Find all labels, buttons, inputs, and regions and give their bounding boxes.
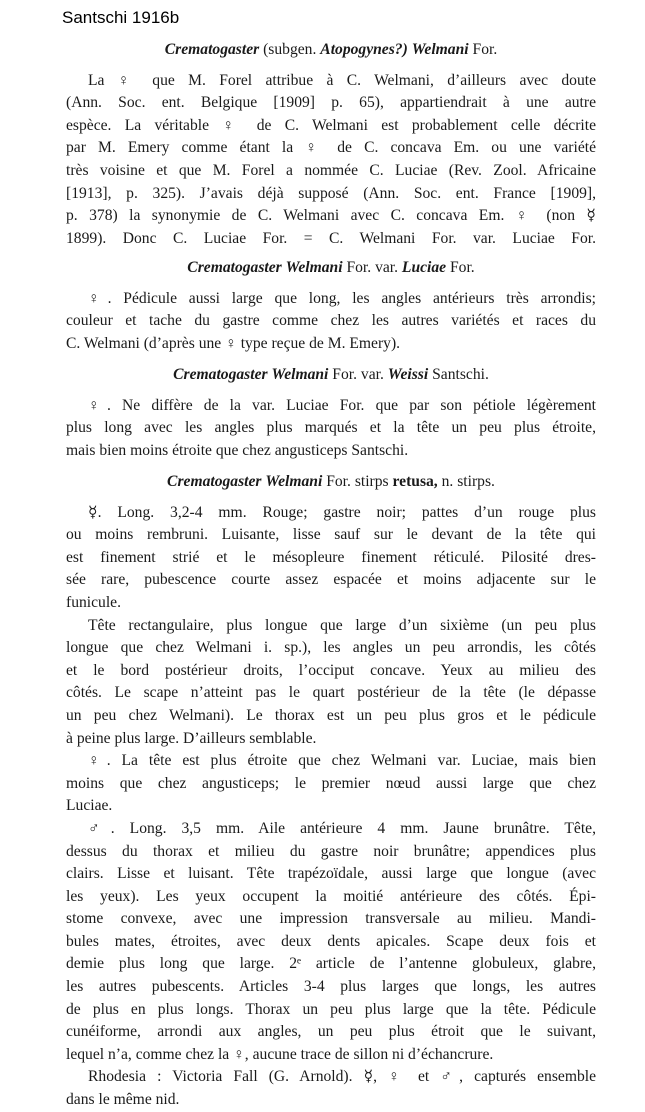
paragraph	[66, 502, 596, 615]
section-welmani	[66, 39, 596, 250]
text-line: ♂. Long. 3,5 mm. Aile antérieure 4 mm. Jaune brunâtre. Tête,	[88, 819, 596, 837]
taxon-name: Atopogynes?)	[320, 41, 408, 58]
heading-word: For.	[346, 259, 372, 276]
taxon-name: Weissi	[387, 366, 429, 383]
paragraph	[66, 1066, 596, 1111]
text-line: un peu chez Welmani). Le thorax est un peu plus gros et le pédicule	[66, 706, 596, 724]
text-line: et le bord postérieur droits, l’occiput concave. Yeux au milieu des	[66, 661, 596, 679]
text-line: Luciae.	[66, 797, 113, 815]
section-weissi	[66, 364, 596, 462]
page-label: Santschi 1916b	[62, 8, 180, 27]
paragraph	[66, 395, 596, 463]
heading-word: stirps	[354, 473, 389, 490]
text-line: de plus en plus longs. Thorax un peu plus large que la tête. Pédicule	[66, 1000, 596, 1018]
text-line: moins que chez angusticeps; le premier nœud aussi large que chez	[66, 774, 596, 792]
heading-word: For.	[450, 259, 475, 276]
text-line: clairs. Lisse et luisant. Tête trapézoïdale, aussi large que longue (avec	[66, 865, 596, 883]
text-line: Rhodesia : Victoria Fall (G. Arnold). ☿, ♀ et ♂, capturés ensemble	[88, 1068, 596, 1086]
paragraph	[66, 750, 596, 818]
text-line: côtés. Le scape n’atteint pas le quart postérieur de la tête (le dépasse	[66, 684, 596, 702]
taxon-name: Crematogaster	[167, 473, 262, 490]
section-luciae	[66, 257, 596, 355]
text-line: dessus du thorax et milieu du gastre noir brunâtre; appendices plus	[66, 842, 596, 860]
text-line: ☿. Long. 3,2-4 mm. Rouge; gastre noir; pattes d’un rouge plus	[88, 503, 596, 521]
text-line: ou moins rembruni. Luisante, lisse sauf sur le devant de la tête qui	[66, 526, 596, 544]
text-line: ♀. Ne diffère de la var. Luciae For. que par son pétiole légèrement	[88, 396, 596, 414]
text-line: stome convexe, avec une impression transversale au milieu. Mandi-	[66, 910, 596, 928]
paragraph	[66, 615, 596, 751]
section-heading	[66, 39, 596, 62]
taxon-name: Luciae	[401, 259, 447, 276]
text-line: les yeux). Les yeux occupent la moitié antérieure des côtés. Épi-	[66, 887, 596, 905]
paragraph	[66, 288, 596, 356]
taxon-name: Welmani	[271, 366, 329, 383]
section-heading	[66, 471, 596, 494]
text-line: p. 378) la synonymie de C. Welmani avec C. concava Em. ♀ (non ☿	[66, 207, 596, 225]
text-line: [1913], p. 325). J’avais déjà supposé (Ann. Soc. ent. France [1909],	[66, 184, 596, 202]
section-heading	[66, 257, 596, 280]
text-line: cunéiforme, arrondi aux angles, un peu plus étroit que le suivant,	[66, 1023, 596, 1041]
section-retusa	[66, 471, 596, 1112]
heading-word: n.	[441, 473, 454, 490]
text-line: C. Welmani (d’après une ♀ type reçue de M. Emery).	[66, 334, 401, 352]
heading-word: Santschi.	[432, 366, 489, 383]
taxon-name: Crematogaster	[164, 41, 260, 58]
text-line: plus long avec les angles plus marqués et la tête un peu plus étroite,	[66, 419, 596, 437]
taxon-name: Welmani	[285, 259, 343, 276]
text-line: est finement strié et le mésopleure finement réticulé. Pilosité dres-	[66, 548, 596, 566]
text-line: funicule.	[66, 593, 121, 611]
text-line: les autres pubescents. Articles 3-4 plus larges que longs, les autres	[66, 978, 596, 996]
text-line: (Ann. Soc. ent. Belgique [1909] p. 65), appartiendrait à une autre	[66, 94, 596, 112]
text-line: longue que chez Welmani i. sp.), les angles un peu arrondis, les côtés	[66, 639, 596, 657]
text-line: couleur et tache du gastre comme chez les autres variétés et races du	[66, 312, 596, 330]
text-line: très voisine et que M. Forel a nommée C. Luciae (Rev. Zool. Africaine	[66, 161, 596, 179]
text-line: à peine plus large. D’ailleurs semblable.	[66, 729, 317, 747]
heading-word: var.	[360, 366, 384, 383]
text-line: bules mates, étroites, avec deux dents apicales. Scape deux fois et	[66, 932, 596, 950]
text-line: demie plus long que large. 2ᵉ article de l’antenne globuleux, glabre,	[66, 955, 596, 973]
heading-word: (subgen.	[263, 41, 317, 58]
text-line: ♀. Pédicule aussi large que long, les angles antérieurs très arrondis;	[88, 289, 596, 307]
text-line: Tête rectangulaire, plus longue que large d’un sixième (un peu plus	[88, 616, 596, 634]
text-line: lequel n’a, comme chez la ♀, aucune trace de sillon ni d’échancrure.	[66, 1045, 494, 1063]
text-line: par M. Emery comme étant la ♀ de C. concava Em. ou une variété	[66, 139, 596, 157]
text-line: ♀. La tête est plus étroite que chez Welmani var. Luciae, mais bien	[88, 752, 596, 770]
text-line: espèce. La véritable ♀ de C. Welmani est probablement celle décrite	[66, 116, 596, 134]
paragraph	[66, 70, 596, 251]
taxon-name: retusa,	[392, 473, 438, 490]
heading-word: var.	[375, 259, 399, 276]
paragraph	[66, 818, 596, 1067]
section-heading	[66, 364, 596, 387]
heading-word: stirps.	[457, 473, 495, 490]
text-line: dans le même nid.	[66, 1091, 180, 1109]
taxon-name: Welmani	[411, 41, 469, 58]
heading-word: For.	[472, 41, 498, 58]
text-line: mais bien moins étroite que chez angusticeps Santschi.	[66, 441, 409, 459]
heading-word: For.	[332, 366, 357, 383]
text-line: La ♀ que M. Forel attribue à C. Welmani, d’ailleurs avec doute	[88, 71, 596, 89]
taxon-name: Welmani	[265, 473, 323, 490]
heading-word: For.	[326, 473, 351, 490]
taxon-name: Crematogaster	[187, 259, 282, 276]
text-line: sée rare, pubescence courte assez espacée et moins adjacente sur le	[66, 571, 596, 589]
text-line: 1899). Donc C. Luciae For. = C. Welmani For. var. Luciae For.	[66, 229, 596, 247]
taxon-name: Crematogaster	[173, 366, 268, 383]
